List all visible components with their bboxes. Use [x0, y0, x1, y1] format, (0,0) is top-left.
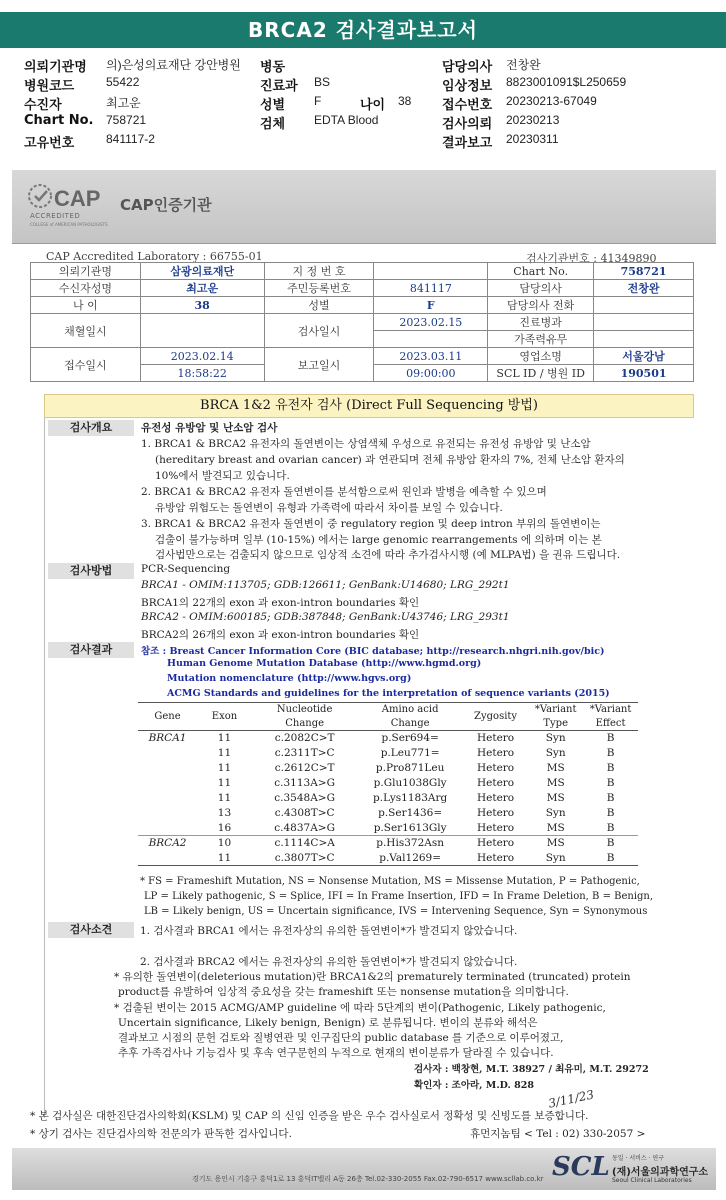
variant-aa: p.Val1269= [379, 851, 442, 864]
cap-logo-text: CAP [54, 186, 101, 211]
col-aa-2: Change [390, 717, 430, 729]
variant-gene [138, 791, 197, 806]
variant-zyg: Hetero [476, 762, 515, 774]
hdr-value: 758721 [106, 113, 147, 127]
info-value [140, 314, 264, 348]
info-label: 지 정 번 호 [264, 263, 374, 280]
variant-nuc: c.3807T>C [274, 851, 335, 864]
col-aa: Amino acid [381, 704, 439, 716]
variant-row [138, 806, 638, 821]
variant-gene [138, 806, 197, 821]
legend-line: LP = Likely pathogenic, S = Splice, IFI = In Frame Insertion, IFD = In Frame Deletion, B = Benign, [144, 891, 654, 902]
variant-zyg: Hetero [476, 807, 515, 819]
info-value: 2023.02.14 [140, 348, 264, 365]
org-name-en: Seoul Clinical Laboratories [612, 1177, 692, 1184]
info-value: 18:58:22 [140, 365, 264, 382]
variant-aa: p.Ser694= [381, 732, 439, 745]
info-label: 가족력유무 [488, 331, 594, 348]
variant-zyg: Hetero [476, 821, 515, 834]
info-label: 나 이 [31, 297, 141, 314]
col-nuc: Nucleotide [276, 704, 333, 716]
ref-acmg: ACMG Standards and guidelines for the interpretation of sequence variants (2015) [167, 688, 610, 699]
info-label: 수신자성명 [31, 280, 141, 297]
variant-type: MS [546, 792, 565, 804]
variant-exon: 16 [217, 821, 232, 834]
hdr-value: 의)은성의료재단 강안병원 [106, 58, 241, 72]
hdr-value: BS [314, 75, 331, 89]
variant-zyg: Hetero [476, 851, 515, 864]
checker: 확인자 : 조아라, M.D. 828 [414, 1080, 534, 1091]
info-value: 758721 [594, 263, 694, 280]
variant-effect: B [606, 732, 615, 745]
variant-effect: B [606, 837, 615, 850]
variant-gene [138, 761, 197, 776]
col-type-2: Type [543, 717, 568, 729]
variant-type: Syn [545, 851, 566, 864]
hdr-label: 고유번호 [24, 136, 75, 151]
footer-address: 경기도 용인시 기흥구 흥덕1로 13 흥덕IT밸리 A동 26층 Tel.02-330-2055 Fax.02-790-6517 www.scllab.co.kr [192, 1175, 544, 1183]
hdr-label: 접수번호 [442, 98, 493, 113]
variant-aa: p.Pro871Leu [375, 762, 445, 774]
variant-exon: 11 [217, 762, 232, 774]
variant-zyg: Hetero [476, 792, 515, 804]
section-title: BRCA 1&2 유전자 검사 (Direct Full Sequencing 방법) [44, 394, 694, 418]
col-zyg: Zygosity [474, 711, 518, 722]
hdr-value: EDTA Blood [314, 113, 379, 127]
variant-nuc: c.2082C>T [274, 732, 335, 745]
hdr-label: 나이 [360, 98, 386, 113]
cap-accredited: ACCREDITED [30, 212, 81, 220]
variant-type: MS [546, 821, 565, 834]
report-title: BRCA2 검사결과보고서 [0, 12, 726, 48]
variant-row [138, 731, 638, 746]
opinion-line: 결과보고 시점의 문헌 검토와 질병연관 및 인구집단의 public database 를 기준으로 이루어졌고, [118, 1032, 564, 1044]
info-label: 진료병과 [488, 314, 594, 331]
label-result: 검사결과 [48, 642, 134, 658]
hdr-value: 전창완 [506, 58, 541, 72]
footer-contact: 휴먼지놈팀 < Tel : 02) 330-2057 > [470, 1128, 646, 1140]
method-line: BRCA1 - OMIM:113705; GDB:126611; GenBank:U14680; LRG_292t1 [141, 579, 510, 591]
info-label: 성별 [264, 297, 374, 314]
hdr-label: 병원코드 [24, 79, 75, 94]
hdr-value: 20230213-67049 [506, 94, 597, 108]
hdr-label: 병동 [260, 60, 286, 75]
legend-line: * FS = Frameshift Mutation, NS = Nonsense Mutation, MS = Missense Mutation, P = Pathogenic, [140, 876, 640, 887]
overview-line: 2. BRCA1 & BRCA2 유전자 돌연변이를 분석함으로써 원인과 발병을 예측할 수 있으며 [141, 486, 547, 498]
cap-logo-icon [26, 182, 54, 212]
variant-nuc: c.3113A>G [274, 777, 335, 789]
variant-zyg: Hetero [476, 837, 515, 850]
variant-table [138, 702, 638, 866]
info-value: 2023.03.11 [374, 348, 488, 365]
info-label: 의뢰기관명 [31, 263, 141, 280]
col-exon: Exon [211, 711, 238, 722]
overview-line: 유방암 위험도는 돌연변이 유형과 가족력에 따라서 차이를 보일 수 있습니다. [155, 502, 503, 514]
org-tagline: 동일 · 서비스 · 연구 [612, 1155, 665, 1162]
variant-effect: B [606, 777, 615, 789]
info-value [374, 263, 488, 280]
hdr-label: 수진자 [24, 98, 62, 113]
variant-row [138, 746, 638, 761]
ref-link-hgvs[interactable]: Mutation nomenclature (http://www.hgvs.org) [167, 673, 412, 684]
info-label: Chart No. [488, 263, 594, 280]
variant-zyg: Hetero [476, 747, 515, 759]
signature: 3/11/23 [547, 1087, 596, 1111]
info-value: 서울강남 [594, 348, 694, 365]
variant-aa: p.Glu1038Gly [373, 777, 447, 789]
hdr-label: 검체 [260, 117, 286, 132]
method-line: BRCA1의 22개의 exon 과 exon-intron boundaries 확인 [141, 597, 420, 609]
variant-row [138, 791, 638, 806]
scl-logo: SCL [552, 1152, 610, 1182]
variant-gene [138, 851, 197, 866]
cap-college: COLLEGE of AMERICAN PATHOLOGISTS [30, 222, 108, 227]
info-label: 접수일시 [31, 348, 141, 382]
cap-banner [12, 170, 716, 244]
hdr-value: 20230213 [506, 113, 560, 127]
variant-row [138, 776, 638, 791]
variant-type: MS [546, 777, 565, 789]
cap-logo [26, 182, 116, 232]
variant-exon: 11 [217, 777, 232, 789]
opinion-line: product를 유발하여 임상적 중요성을 갖는 frameshift 또는 nonsense mutation을 의미합니다. [118, 986, 569, 998]
label-overview: 검사개요 [48, 420, 134, 436]
col-effect-2: Effect [595, 717, 626, 729]
info-value: 전창완 [594, 280, 694, 297]
tester: 검사자 : 백창현, M.T. 38927 / 최유미, M.T. 29272 [414, 1064, 649, 1075]
variant-exon: 13 [217, 807, 232, 819]
overview-line: 검출이 불가능하며 일부 (10-15%) 에서는 large genomic rearrangements 에 의하며 이는 본 [155, 534, 602, 546]
info-label: 주민등록번호 [264, 280, 374, 297]
variant-exon: 10 [217, 837, 232, 850]
hdr-label: 의뢰기관명 [24, 60, 87, 75]
info-value-empty [374, 331, 488, 348]
label-opinion: 검사소견 [48, 922, 134, 938]
hdr-value: 55422 [106, 75, 140, 89]
variant-gene [138, 776, 197, 791]
method-line: BRCA2 - OMIM:600185; GDB:387848; GenBank:U43746; LRG_293t1 [141, 611, 510, 623]
hdr-value: F [314, 94, 322, 108]
label-method: 검사방법 [48, 563, 134, 579]
overview-line: 10%에서 발견되고 있습니다. [155, 470, 290, 482]
patient-info-table [30, 262, 694, 382]
variant-nuc: c.4308T>C [274, 807, 335, 819]
hdr-value: 38 [398, 94, 412, 108]
variant-exon: 11 [217, 851, 232, 864]
lab-number: 검사기관번호 : 41349890 [526, 252, 657, 265]
variant-nuc: c.4837A>G [274, 821, 335, 834]
overview-head: 유전성 유방암 및 난소암 검사 [141, 422, 278, 434]
footer-note: * 본 검사실은 대한진단검사의학회(KSLM) 및 CAP 의 신임 인증을 받은 우수 검사실로서 정확성 및 신빙도를 보증합니다. [30, 1110, 589, 1122]
hdr-label: 성별 [260, 98, 286, 113]
variant-type: Syn [545, 747, 566, 759]
info-value: 2023.02.15 [374, 314, 488, 331]
overview-line: 1. BRCA1 & BRCA2 유전자의 돌연변이는 상염색체 우성으로 유전되는 유전성 유방암 및 난소암 [141, 438, 591, 450]
variant-zyg: Hetero [476, 777, 515, 789]
ref-link-hgmd[interactable]: Human Genome Mutation Database (http://www.hgmd.org) [167, 658, 482, 669]
opinion-line: 2. 검사결과 BRCA2 에서는 유전자상의 유의한 돌연변이*가 발견되지 않았습니다. [140, 956, 518, 968]
hdr-label: 담당의사 [442, 60, 493, 75]
col-effect: *Variant [589, 704, 632, 716]
info-label: 담당의사 [488, 280, 594, 297]
variant-exon: 11 [217, 732, 232, 745]
report-header [24, 56, 714, 151]
hdr-label: Chart No. [24, 113, 94, 128]
variant-effect: B [606, 807, 615, 819]
variant-gene [138, 821, 197, 836]
variant-aa: p.Lys1183Arg [373, 792, 448, 804]
col-nuc-2: Change [285, 717, 325, 729]
hdr-value: 최고운 [106, 96, 141, 110]
info-value [594, 331, 694, 348]
variant-zyg: Hetero [476, 732, 515, 745]
overview-line: 검사법만으로는 검출되지 않으므로 임상적 소견에 따라 추가검사시행 (예 MLPA법) 을 권유 드립니다. [155, 549, 621, 561]
variant-type: Syn [545, 732, 566, 745]
info-value: 최고운 [140, 280, 264, 297]
opinion-line: * 검출된 변이는 2015 ACMG/AMP guideline 에 따라 5단계의 변이(Pathogenic, Likely pathogenic, [114, 1002, 606, 1014]
col-type: *Variant [534, 704, 577, 716]
hdr-value: 8823001091$L250659 [506, 75, 627, 89]
variant-aa: p.His372Asn [376, 837, 444, 850]
variant-effect: B [606, 762, 615, 774]
info-value: 190501 [594, 365, 694, 382]
overview-line: (hereditary breast and ovarian cancer) 과 연관되며 전체 유방암 환자의 7%, 전체 난소암 환자의 [155, 454, 625, 466]
variant-nuc: c.2612C>T [274, 762, 335, 774]
org-name: (재)서울의과학연구소 [612, 1167, 709, 1178]
variant-nuc: c.1114C>A [274, 837, 335, 850]
variant-effect: B [606, 792, 615, 804]
method-line: PCR-Sequencing [141, 563, 231, 575]
variant-gene: BRCA1 [148, 732, 187, 745]
variant-aa: p.Ser1436= [378, 807, 443, 819]
variant-nuc: c.3548A>G [274, 792, 335, 804]
variant-row [138, 761, 638, 776]
info-label: 보고일시 [264, 348, 374, 382]
hdr-value: 841117-2 [106, 132, 155, 146]
hdr-label: 임상정보 [442, 79, 493, 94]
legend-line: LB = Likely benign, US = Uncertain significance, IVS = Intervening Sequence, Syn = Synonymous [144, 906, 648, 917]
opinion-line: 추후 가족검사나 기능검사 및 후속 연구문헌의 누적으로 현재의 변이분류가 달라질 수 있습니다. [118, 1047, 554, 1059]
variant-exon: 11 [217, 747, 232, 759]
cap-name: CAP인증기관 [120, 196, 212, 214]
info-value: F [374, 297, 488, 314]
variant-row [138, 851, 638, 866]
variant-effect: B [606, 747, 615, 759]
variant-exon: 11 [217, 792, 232, 804]
variant-gene [138, 746, 197, 761]
info-label: 검사일시 [264, 314, 374, 348]
info-label: SCL ID / 병원 ID [488, 365, 594, 382]
variant-aa: p.Leu771= [380, 747, 440, 759]
info-label: 채혈일시 [31, 314, 141, 348]
info-label: 담당의사 전화 [488, 297, 594, 314]
variant-type: MS [546, 762, 565, 774]
info-label: 영업소명 [488, 348, 594, 365]
overview-line: 3. BRCA1 & BRCA2 유전자 돌연변이 중 regulatory region 및 deep intron 부위의 돌연변이는 [141, 518, 601, 530]
variant-row [138, 836, 638, 851]
info-value [594, 314, 694, 331]
variant-row [138, 821, 638, 836]
variant-gene: BRCA2 [148, 837, 187, 850]
info-value: 삼광의료재단 [140, 263, 264, 280]
opinion-line: * 유의한 돌연변이(deleterious mutation)란 BRCA1&2의 prematurely terminated (truncated) protein [114, 971, 631, 983]
variant-effect: B [606, 821, 615, 834]
opinion-line: Uncertain significance, Likely benign, Benign) 로 분류됩니다. 변이의 분류와 해석은 [118, 1017, 538, 1029]
hdr-label: 검사의뢰 [442, 117, 493, 132]
method-line: BRCA2의 26개의 exon 과 exon-intron boundaries 확인 [141, 629, 420, 641]
variant-type: Syn [545, 807, 566, 819]
lab-accreditation: CAP Accredited Laboratory : 66755-01 [46, 250, 263, 263]
info-value: 38 [140, 297, 264, 314]
info-value: 841117 [374, 280, 488, 297]
info-value [594, 297, 694, 314]
info-value: 09:00:00 [374, 365, 488, 382]
variant-nuc: c.2311T>C [274, 747, 335, 759]
hdr-label: 진료과 [260, 79, 298, 94]
variant-type: MS [546, 837, 565, 850]
footer-note: * 상기 검사는 진단검사의학 전문의가 판독한 검사입니다. [30, 1128, 292, 1140]
opinion-line: 1. 검사결과 BRCA1 에서는 유전자상의 유의한 돌연변이*가 발견되지 않았습니다. [140, 925, 518, 937]
footer-bar [12, 1148, 716, 1190]
ref-link-bic[interactable]: 참조 : Breast Cancer Information Core (BIC database; http://research.nhgri.nih.gov/bic) [141, 646, 605, 657]
variant-aa: p.Ser1613Gly [373, 821, 447, 834]
variant-effect: B [606, 851, 615, 864]
hdr-value: 20230311 [506, 132, 559, 146]
col-gene: Gene [154, 711, 181, 722]
hdr-label: 결과보고 [442, 136, 493, 151]
